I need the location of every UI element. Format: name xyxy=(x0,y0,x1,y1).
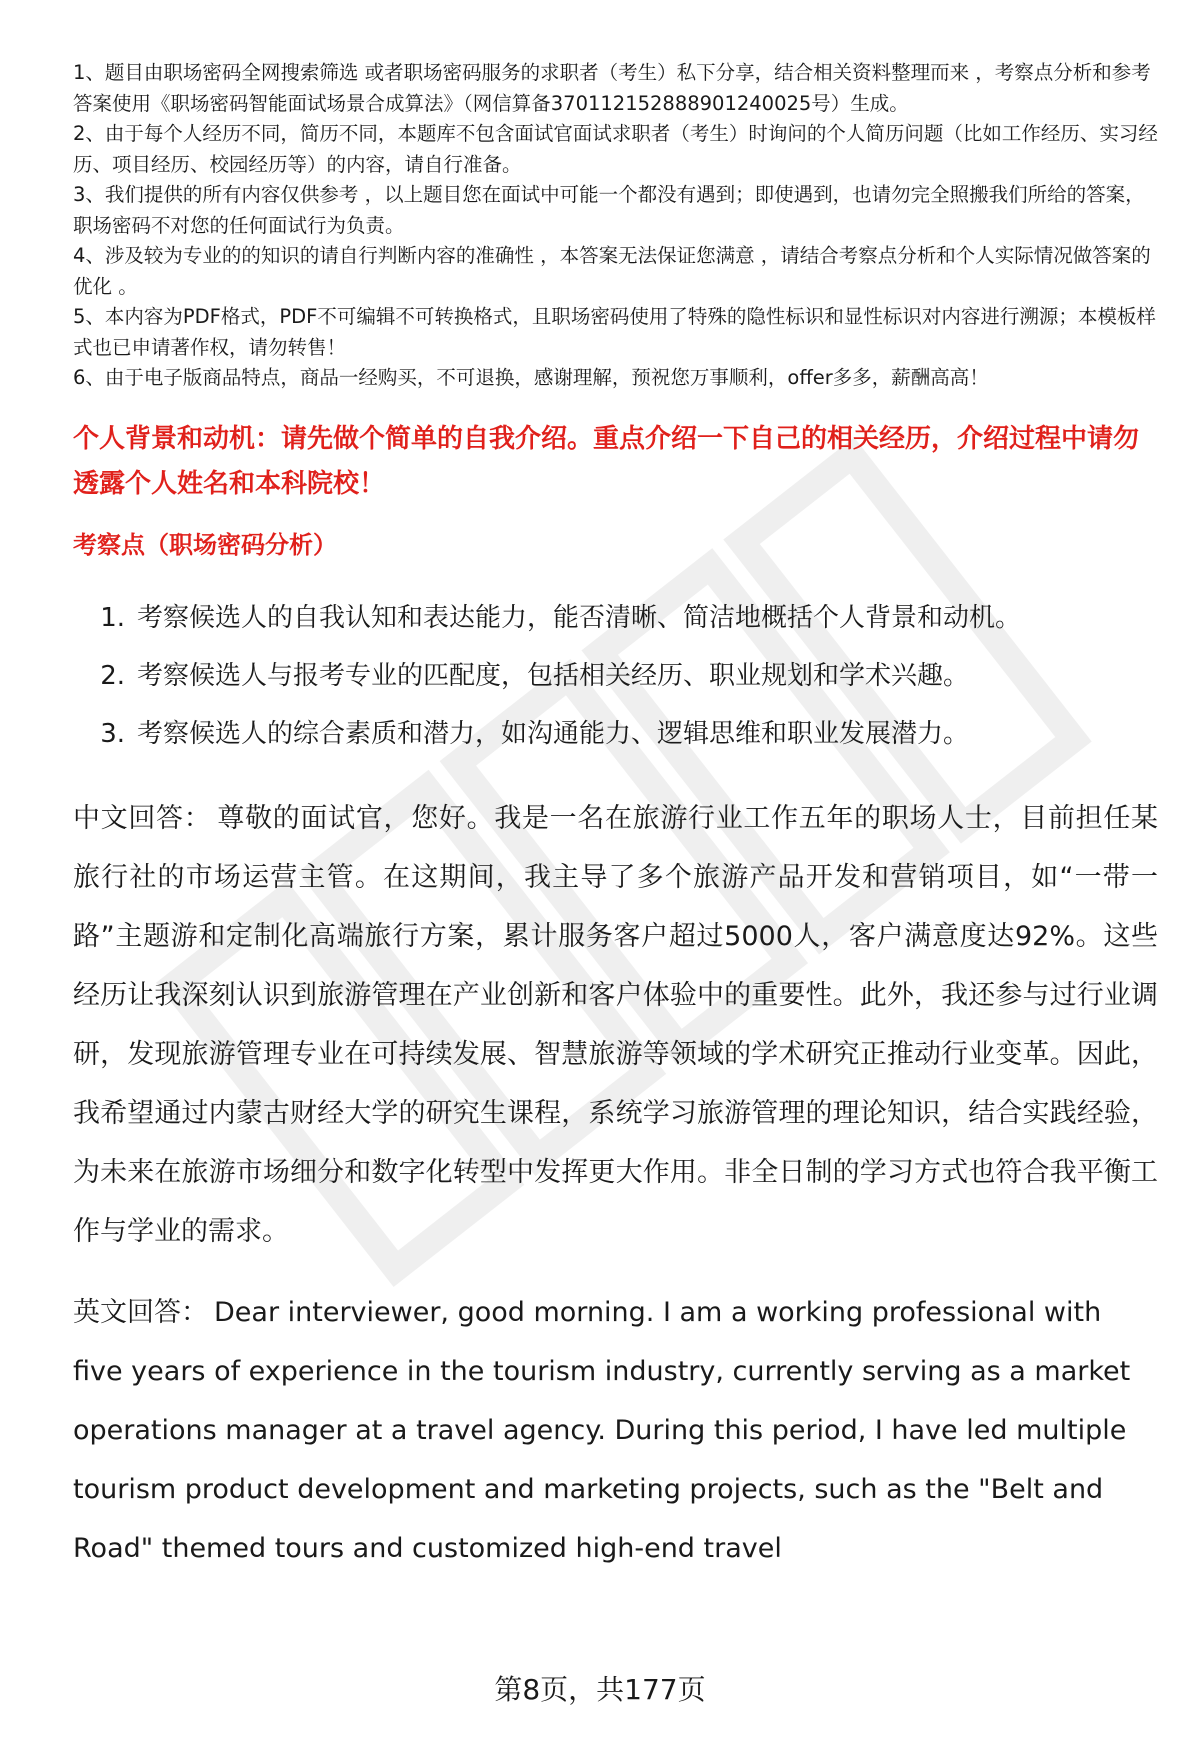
analysis-points-list xyxy=(73,589,1158,763)
page-number: 第8页，共177页 xyxy=(494,1673,706,1706)
document-page xyxy=(73,58,1158,1578)
chinese-answer-text: 尊敬的面试官，您好。我是一名在旅游行业工作五年的职场人士，目前担任某旅行社的市场运营主管。在这期间，我主导了多个旅游产品开发和营销项目，如“一带一路”主题游和定制化高端旅行方案，累计服务客户超过5000人，客户满意度达92%。这些经历让我深刻认识到旅游管理在产业创新和客户体验中的重要性。此外，我还参与过行业调研，发现旅游管理专业在可持续发展、智慧旅游等领域的学术研究正推动行业变革。因此，我希望通过内蒙古财经大学的研究生课程，系统学习旅游管理的理论知识，结合实践经验，为未来在旅游市场细分和数字化转型中发挥更大作用。非全日制的学习方式也符合我平衡工作与学业的需求。 xyxy=(73,802,1158,1247)
list-item-text: 考察候选人的自我认知和表达能力，能否清晰、简洁地概括个人背景和动机。 xyxy=(137,602,1022,633)
list-item xyxy=(73,705,1158,763)
disclaimer-item: 1、题目由职场密码全网搜索筛选 或者职场密码服务的求职者（考生）私下分享，结合相关资料整理而来 ，考察点分析和参考答案使用《职场密码智能面试场景合成算法》（网信算备370112152888901240025号）生成。 xyxy=(73,61,1151,115)
list-item-number: 3. xyxy=(100,718,125,749)
chinese-answer xyxy=(73,789,1158,1261)
english-answer-label: 英文回答： xyxy=(73,1296,208,1328)
question-heading: 个人背景和动机：请先做个简单的自我介绍。重点介绍一下自己的相关经历，介绍过程中请勿透露个人姓名和本科院校！ xyxy=(73,423,1140,499)
english-answer xyxy=(73,1283,1158,1578)
list-item-number: 1. xyxy=(100,602,125,633)
disclaimer-item: 3、我们提供的所有内容仅供参考 ，以上题目您在面试中可能一个都没有遇到；即使遇到，也请勿完全照搬我们所给的答案，职场密码不对您的任何面试行为负责。 xyxy=(73,183,1145,237)
analysis-title: 考察点（职场密码分析） xyxy=(73,530,337,559)
english-answer-text: Dear interviewer, good morning. I am a working professional with five years of experience in the tourism industry, currently serving as a market operations manager at a travel agency. During this period, I have led multiple tourism product development and marketing projects, such as the "Belt and Road" themed tours and customized high-end travel xyxy=(73,1296,1131,1564)
disclaimer-block xyxy=(73,58,1158,394)
chinese-answer-label: 中文回答： xyxy=(73,802,212,834)
disclaimer-item: 6、由于电子版商品特点，商品一经购买，不可退换，感谢理解，预祝您万事顺利，offer多多，薪酬高高！ xyxy=(73,366,989,389)
list-item-text: 考察候选人与报考专业的匹配度，包括相关经历、职业规划和学术兴趣。 xyxy=(137,660,970,691)
list-item xyxy=(73,589,1158,647)
list-item xyxy=(73,647,1158,705)
disclaimer-item: 5、本内容为PDF格式，PDF不可编辑不可转换格式，且职场密码使用了特殊的隐性标识和显性标识对内容进行溯源；本模板样式也已申请著作权，请勿转售！ xyxy=(73,305,1156,359)
list-item-number: 2. xyxy=(100,660,125,691)
list-item-text: 考察候选人的综合素质和潜力，如沟通能力、逻辑思维和职业发展潜力。 xyxy=(137,718,970,749)
disclaimer-item: 4、涉及较为专业的的知识的请自行判断内容的准确性 ，本答案无法保证您满意 ，请结合考察点分析和个人实际情况做答案的优化 。 xyxy=(73,244,1151,298)
disclaimer-item: 2、由于每个人经历不同，简历不同，本题库不包含面试官面试求职者（考生）时询问的个人简历问题（比如工作经历、实习经历、项目经历、校园经历等）的内容，请自行准备。 xyxy=(73,122,1158,176)
